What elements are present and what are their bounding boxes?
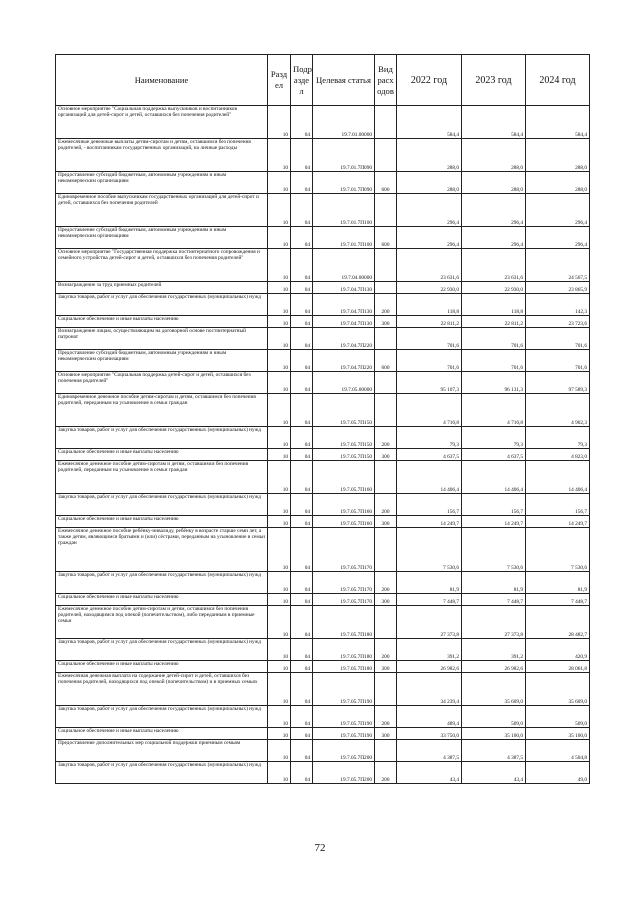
cell-2023: 43,4 bbox=[462, 762, 526, 784]
cell-expense-type: 200 bbox=[375, 494, 397, 516]
cell-2022: 95 107,3 bbox=[397, 372, 462, 394]
cell-2024: 701,6 bbox=[526, 328, 590, 350]
cell-2024: 23 865,9 bbox=[526, 282, 590, 294]
cell-expense-type: 300 bbox=[375, 594, 397, 606]
cell-podrazdel: 04 bbox=[291, 728, 313, 740]
cell-razdel: 10 bbox=[268, 762, 291, 784]
cell-2024: 7 530,6 bbox=[526, 528, 590, 572]
cell-name: Основное мероприятие "Социальная поддержка детей-сирот и детей, оставшихся без попечения родителей" bbox=[56, 372, 268, 394]
cell-2022: 26 982,6 bbox=[397, 661, 462, 673]
cell-expense-type bbox=[375, 394, 397, 427]
cell-2022: 7 448,7 bbox=[397, 594, 462, 606]
cell-podrazdel: 04 bbox=[291, 594, 313, 606]
cell-name: Основное мероприятие "Социальная поддержка выпускников и воспитанников организаций для детей-сирот и детей, оставшихся без попечения родителей" bbox=[56, 106, 268, 139]
cell-2022: 4 637,5 bbox=[397, 449, 462, 461]
cell-2023: 701,6 bbox=[462, 350, 526, 372]
cell-razdel: 10 bbox=[268, 594, 291, 606]
cell-2024: 79,3 bbox=[526, 427, 590, 449]
cell-name: Закупка товаров, работ и услуг для обеспечения государственных (муниципальных) нужд bbox=[56, 706, 268, 728]
cell-expense-type bbox=[375, 328, 397, 350]
cell-2022: 701,6 bbox=[397, 350, 462, 372]
cell-2024: 142,3 bbox=[526, 294, 590, 316]
cell-razdel: 10 bbox=[268, 427, 291, 449]
cell-2024: 28 482,7 bbox=[526, 606, 590, 639]
cell-expense-type bbox=[375, 139, 397, 172]
cell-2022: 33 750,0 bbox=[397, 728, 462, 740]
cell-2023: 509,0 bbox=[462, 706, 526, 728]
cell-target-article: 19.7.05.7П150 bbox=[313, 427, 375, 449]
col-header-expense-type: Вид расх одов bbox=[375, 55, 397, 106]
cell-2022: 156,7 bbox=[397, 494, 462, 516]
cell-target-article: 19.7.04.7П130 bbox=[313, 294, 375, 316]
cell-2022: 14 406,4 bbox=[397, 461, 462, 494]
cell-razdel: 10 bbox=[268, 673, 291, 706]
cell-podrazdel: 04 bbox=[291, 606, 313, 639]
cell-expense-type bbox=[375, 606, 397, 639]
cell-2022: 7 530,6 bbox=[397, 528, 462, 572]
table-row bbox=[56, 394, 590, 427]
table-row bbox=[56, 372, 590, 394]
cell-2023: 4 387,5 bbox=[462, 740, 526, 762]
cell-2022: 22 811,2 bbox=[397, 316, 462, 328]
cell-razdel: 10 bbox=[268, 316, 291, 328]
cell-2024: 288,0 bbox=[526, 172, 590, 194]
cell-expense-type bbox=[375, 106, 397, 139]
col-header-2023: 2023 год bbox=[462, 55, 526, 106]
cell-expense-type: 200 bbox=[375, 572, 397, 594]
cell-name: Ежемесячное денежное пособие детям-сиротам и детям, оставшимся без попечения родителей, переданным на усыновление в семьи граждан bbox=[56, 461, 268, 494]
cell-razdel: 10 bbox=[268, 528, 291, 572]
cell-podrazdel: 04 bbox=[291, 661, 313, 673]
table-row bbox=[56, 172, 590, 194]
cell-name: Закупка товаров, работ и услуг для обеспечения государственных (муниципальных) нужд bbox=[56, 494, 268, 516]
cell-expense-type: 600 bbox=[375, 350, 397, 372]
cell-podrazdel: 04 bbox=[291, 282, 313, 294]
cell-2024: 4 902,3 bbox=[526, 394, 590, 427]
table-row bbox=[56, 350, 590, 372]
cell-expense-type: 200 bbox=[375, 762, 397, 784]
cell-podrazdel: 04 bbox=[291, 350, 313, 372]
cell-2023: 79,3 bbox=[462, 427, 526, 449]
cell-razdel: 10 bbox=[268, 606, 291, 639]
cell-2022: 14 249,7 bbox=[397, 516, 462, 528]
cell-2022: 22 930,0 bbox=[397, 282, 462, 294]
table-row bbox=[56, 606, 590, 639]
cell-podrazdel: 04 bbox=[291, 494, 313, 516]
cell-name: Ежемесячная денежная выплата на содержание детей-сирот и детей, оставшихся без попечения родителей, находящихся под опекой (попечительством) и в приемных семьях bbox=[56, 673, 268, 706]
cell-podrazdel: 04 bbox=[291, 316, 313, 328]
table-row bbox=[56, 316, 590, 328]
cell-expense-type: 300 bbox=[375, 516, 397, 528]
cell-podrazdel: 04 bbox=[291, 639, 313, 661]
table-row bbox=[56, 494, 590, 516]
cell-2023: 27 373,8 bbox=[462, 606, 526, 639]
cell-razdel: 10 bbox=[268, 494, 291, 516]
cell-razdel: 10 bbox=[268, 139, 291, 172]
cell-name: Предоставление субсидий бюджетным, автономным учреждениям и иным некоммерческим организациям bbox=[56, 350, 268, 372]
cell-2023: 156,7 bbox=[462, 494, 526, 516]
cell-name: Закупка товаров, работ и услуг для обеспечения государственных (муниципальных) нужд bbox=[56, 427, 268, 449]
cell-2024: 97 589,3 bbox=[526, 372, 590, 394]
cell-expense-type: 200 bbox=[375, 294, 397, 316]
cell-name: Закупка товаров, работ и услуг для обеспечения государственных (муниципальных) нужд bbox=[56, 639, 268, 661]
cell-2024: 49,0 bbox=[526, 762, 590, 784]
table-row bbox=[56, 427, 590, 449]
budget-table bbox=[55, 54, 590, 784]
cell-podrazdel: 04 bbox=[291, 194, 313, 227]
cell-2022: 79,3 bbox=[397, 427, 462, 449]
cell-expense-type: 600 bbox=[375, 172, 397, 194]
cell-2023: 81,9 bbox=[462, 572, 526, 594]
cell-expense-type bbox=[375, 528, 397, 572]
cell-target-article: 19.7.04.7П220 bbox=[313, 328, 375, 350]
cell-razdel: 10 bbox=[268, 227, 291, 249]
cell-name: Социальное обеспечение и иные выплаты населению bbox=[56, 516, 268, 528]
cell-target-article: 19.7.01.7П090 bbox=[313, 139, 375, 172]
table-row bbox=[56, 449, 590, 461]
cell-expense-type bbox=[375, 673, 397, 706]
cell-2023: 96 131,3 bbox=[462, 372, 526, 394]
cell-2024: 14 249,7 bbox=[526, 516, 590, 528]
cell-name: Вознаграждение за труд приемных родителей bbox=[56, 282, 268, 294]
cell-name: Ежемесячное денежное пособие детям-сиротам и детям, оставшимся без попечения родителей, находящимся под опекой (попечительством), либо переданным в приемные семьи bbox=[56, 606, 268, 639]
cell-2023: 701,6 bbox=[462, 328, 526, 350]
cell-2023: 26 982,6 bbox=[462, 661, 526, 673]
col-header-target-article: Целевая статья bbox=[313, 55, 375, 106]
cell-2022: 81,9 bbox=[397, 572, 462, 594]
cell-podrazdel: 04 bbox=[291, 673, 313, 706]
cell-razdel: 10 bbox=[268, 706, 291, 728]
cell-podrazdel: 04 bbox=[291, 461, 313, 494]
cell-expense-type: 300 bbox=[375, 661, 397, 673]
table-row bbox=[56, 639, 590, 661]
cell-expense-type bbox=[375, 740, 397, 762]
cell-podrazdel: 04 bbox=[291, 294, 313, 316]
cell-razdel: 10 bbox=[268, 194, 291, 227]
cell-expense-type: 600 bbox=[375, 227, 397, 249]
cell-target-article: 19.7.05.7П170 bbox=[313, 572, 375, 594]
table-row bbox=[56, 294, 590, 316]
table-row bbox=[56, 594, 590, 606]
cell-2024: 296,4 bbox=[526, 227, 590, 249]
cell-target-article: 19.7.01.7П090 bbox=[313, 172, 375, 194]
cell-podrazdel: 04 bbox=[291, 516, 313, 528]
cell-2024: 35 609,0 bbox=[526, 673, 590, 706]
cell-target-article: 19.7.05.7П170 bbox=[313, 594, 375, 606]
cell-expense-type bbox=[375, 372, 397, 394]
table-row bbox=[56, 139, 590, 172]
cell-expense-type: 300 bbox=[375, 449, 397, 461]
col-header-podrazdel: Подр азде л bbox=[291, 55, 313, 106]
table-row bbox=[56, 461, 590, 494]
cell-name: Закупка товаров, работ и услуг для обеспечения государственных (муниципальных) нужд bbox=[56, 762, 268, 784]
page-number: 72 bbox=[314, 842, 326, 854]
cell-2022: 27 373,8 bbox=[397, 606, 462, 639]
table-header-row bbox=[56, 55, 590, 106]
cell-2022: 4 716,8 bbox=[397, 394, 462, 427]
cell-2024: 7 448,7 bbox=[526, 594, 590, 606]
cell-podrazdel: 04 bbox=[291, 106, 313, 139]
cell-2024: 4 823,0 bbox=[526, 449, 590, 461]
cell-2024: 4 504,8 bbox=[526, 740, 590, 762]
cell-2022: 296,4 bbox=[397, 227, 462, 249]
cell-2023: 296,4 bbox=[462, 227, 526, 249]
cell-podrazdel: 04 bbox=[291, 706, 313, 728]
cell-razdel: 10 bbox=[268, 294, 291, 316]
cell-2024: 420,9 bbox=[526, 639, 590, 661]
cell-2023: 14 249,7 bbox=[462, 516, 526, 528]
cell-razdel: 10 bbox=[268, 328, 291, 350]
cell-2024: 14 406,4 bbox=[526, 461, 590, 494]
cell-2023: 118,8 bbox=[462, 294, 526, 316]
table-row bbox=[56, 572, 590, 594]
cell-razdel: 10 bbox=[268, 639, 291, 661]
cell-razdel: 10 bbox=[268, 172, 291, 194]
cell-razdel: 10 bbox=[268, 516, 291, 528]
table-row bbox=[56, 740, 590, 762]
cell-2024: 81,9 bbox=[526, 572, 590, 594]
cell-2022: 23 631,6 bbox=[397, 249, 462, 282]
cell-2023: 7 530,6 bbox=[462, 528, 526, 572]
cell-expense-type bbox=[375, 461, 397, 494]
cell-target-article: 19.7.05.7П150 bbox=[313, 449, 375, 461]
cell-podrazdel: 04 bbox=[291, 172, 313, 194]
cell-podrazdel: 04 bbox=[291, 740, 313, 762]
table-row bbox=[56, 249, 590, 282]
cell-podrazdel: 04 bbox=[291, 328, 313, 350]
cell-2024: 296,4 bbox=[526, 194, 590, 227]
cell-2023: 288,0 bbox=[462, 172, 526, 194]
table-row bbox=[56, 194, 590, 227]
cell-2024: 156,7 bbox=[526, 494, 590, 516]
table-row bbox=[56, 516, 590, 528]
table-row bbox=[56, 673, 590, 706]
cell-podrazdel: 04 bbox=[291, 394, 313, 427]
cell-2022: 489,4 bbox=[397, 706, 462, 728]
cell-expense-type: 200 bbox=[375, 639, 397, 661]
cell-target-article: 19.7.04.7П130 bbox=[313, 282, 375, 294]
cell-target-article: 19.7.04.00000 bbox=[313, 249, 375, 282]
cell-expense-type: 300 bbox=[375, 728, 397, 740]
cell-target-article: 19.7.05.7П190 bbox=[313, 673, 375, 706]
cell-2024: 28 061,8 bbox=[526, 661, 590, 673]
cell-target-article: 19.7.01.00000 bbox=[313, 106, 375, 139]
col-header-name: Наименование bbox=[56, 55, 268, 106]
cell-2023: 4 716,8 bbox=[462, 394, 526, 427]
cell-razdel: 10 bbox=[268, 106, 291, 139]
cell-2022: 34 239,4 bbox=[397, 673, 462, 706]
cell-target-article: 19.7.05.00000 bbox=[313, 372, 375, 394]
table-row bbox=[56, 661, 590, 673]
cell-razdel: 10 bbox=[268, 249, 291, 282]
cell-razdel: 10 bbox=[268, 572, 291, 594]
cell-target-article: 19.7.04.7П130 bbox=[313, 316, 375, 328]
cell-2023: 23 631,6 bbox=[462, 249, 526, 282]
cell-2023: 584,4 bbox=[462, 106, 526, 139]
cell-podrazdel: 04 bbox=[291, 528, 313, 572]
table-row bbox=[56, 282, 590, 294]
cell-podrazdel: 04 bbox=[291, 249, 313, 282]
cell-2022: 584,4 bbox=[397, 106, 462, 139]
cell-2022: 43,4 bbox=[397, 762, 462, 784]
cell-name: Вознаграждение лицам, осуществляющим на договорной основе постинтернатный патронат bbox=[56, 328, 268, 350]
cell-2022: 4 387,5 bbox=[397, 740, 462, 762]
cell-target-article: 19.7.05.7П190 bbox=[313, 706, 375, 728]
cell-expense-type bbox=[375, 282, 397, 294]
cell-2024: 288,0 bbox=[526, 139, 590, 172]
cell-razdel: 10 bbox=[268, 461, 291, 494]
cell-expense-type bbox=[375, 249, 397, 282]
table-body bbox=[56, 106, 590, 784]
cell-2023: 288,0 bbox=[462, 139, 526, 172]
cell-name: Единовременное денежное пособие детям-сиротам и детям, оставшимся без попечения родителей, переданным на усыновление в семьи граждан bbox=[56, 394, 268, 427]
cell-2024: 24 567,5 bbox=[526, 249, 590, 282]
table-row bbox=[56, 528, 590, 572]
cell-target-article: 19.7.05.7П200 bbox=[313, 740, 375, 762]
cell-expense-type: 200 bbox=[375, 706, 397, 728]
cell-target-article: 19.7.05.7П160 bbox=[313, 461, 375, 494]
cell-razdel: 10 bbox=[268, 728, 291, 740]
col-header-2022: 2022 год bbox=[397, 55, 462, 106]
cell-2024: 701,6 bbox=[526, 350, 590, 372]
cell-2022: 391,2 bbox=[397, 639, 462, 661]
cell-expense-type: 300 bbox=[375, 316, 397, 328]
cell-2023: 35 609,0 bbox=[462, 673, 526, 706]
cell-target-article: 19.7.05.7П160 bbox=[313, 516, 375, 528]
cell-podrazdel: 04 bbox=[291, 449, 313, 461]
cell-name: Ежемесячные денежные выплаты детям-сиротам и детям, оставшимся без попечения родителей, - воспитанникам государственных организаций, на личные расходы bbox=[56, 139, 268, 172]
cell-target-article: 19.7.05.7П150 bbox=[313, 394, 375, 427]
cell-expense-type bbox=[375, 194, 397, 227]
table-row bbox=[56, 227, 590, 249]
cell-2023: 22 811,2 bbox=[462, 316, 526, 328]
cell-target-article: 19.7.05.7П180 bbox=[313, 661, 375, 673]
cell-podrazdel: 04 bbox=[291, 427, 313, 449]
cell-target-article: 19.7.04.7П220 bbox=[313, 350, 375, 372]
cell-podrazdel: 04 bbox=[291, 372, 313, 394]
cell-name: Предоставление дополнительных мер социальной поддержки приемным семьям bbox=[56, 740, 268, 762]
cell-razdel: 10 bbox=[268, 449, 291, 461]
col-header-2024: 2024 год bbox=[526, 55, 590, 106]
cell-2023: 22 930,0 bbox=[462, 282, 526, 294]
cell-expense-type: 200 bbox=[375, 427, 397, 449]
table-row bbox=[56, 762, 590, 784]
cell-name: Ежемесячное денежное пособие ребёнку-инвалиду, ребёнку в возрасте старше семи лет, а также детям, являющимся братьями и (или) сёстрами, переданным на усыновление в семьи граждан bbox=[56, 528, 268, 572]
cell-podrazdel: 04 bbox=[291, 762, 313, 784]
col-header-razdel: Разд ел bbox=[268, 55, 291, 106]
cell-razdel: 10 bbox=[268, 350, 291, 372]
cell-2023: 4 637,5 bbox=[462, 449, 526, 461]
cell-name: Закупка товаров, работ и услуг для обеспечения государственных (муниципальных) нужд bbox=[56, 572, 268, 594]
cell-name: Социальное обеспечение и иные выплаты населению bbox=[56, 449, 268, 461]
cell-razdel: 10 bbox=[268, 740, 291, 762]
table-row bbox=[56, 328, 590, 350]
cell-2023: 14 406,4 bbox=[462, 461, 526, 494]
cell-target-article: 19.7.05.7П190 bbox=[313, 728, 375, 740]
cell-2023: 7 448,7 bbox=[462, 594, 526, 606]
cell-2023: 391,2 bbox=[462, 639, 526, 661]
cell-2024: 23 723,6 bbox=[526, 316, 590, 328]
cell-target-article: 19.7.05.7П170 bbox=[313, 528, 375, 572]
cell-2023: 296,4 bbox=[462, 194, 526, 227]
cell-name: Основное мероприятие "Государственная поддержка постинтернатного сопровождения и семейного устройства детей-сирот и детей, оставшихся без попечения родителей" bbox=[56, 249, 268, 282]
cell-2024: 35 100,0 bbox=[526, 728, 590, 740]
cell-podrazdel: 04 bbox=[291, 139, 313, 172]
cell-target-article: 19.7.05.7П200 bbox=[313, 762, 375, 784]
cell-2022: 288,0 bbox=[397, 139, 462, 172]
cell-target-article: 19.7.05.7П180 bbox=[313, 639, 375, 661]
cell-podrazdel: 04 bbox=[291, 572, 313, 594]
cell-2022: 296,4 bbox=[397, 194, 462, 227]
cell-2022: 288,0 bbox=[397, 172, 462, 194]
cell-target-article: 19.7.01.7П100 bbox=[313, 194, 375, 227]
cell-2022: 701,6 bbox=[397, 328, 462, 350]
cell-2024: 584,4 bbox=[526, 106, 590, 139]
table-row bbox=[56, 106, 590, 139]
cell-target-article: 19.7.01.7П100 bbox=[313, 227, 375, 249]
cell-razdel: 10 bbox=[268, 282, 291, 294]
cell-target-article: 19.7.05.7П180 bbox=[313, 606, 375, 639]
cell-name: Закупка товаров, работ и услуг для обеспечения государственных (муниципальных) нужд bbox=[56, 294, 268, 316]
cell-name: Социальное обеспечение и иные выплаты населению bbox=[56, 728, 268, 740]
cell-2023: 35 100,0 bbox=[462, 728, 526, 740]
cell-target-article: 19.7.05.7П160 bbox=[313, 494, 375, 516]
cell-name: Единовременное пособие выпускникам государственных организаций для детей-сирот и детей, оставшихся без попечения родителей bbox=[56, 194, 268, 227]
cell-2022: 118,8 bbox=[397, 294, 462, 316]
cell-name: Социальное обеспечение и иные выплаты населению bbox=[56, 316, 268, 328]
cell-razdel: 10 bbox=[268, 372, 291, 394]
cell-name: Предоставление субсидий бюджетным, автономным учреждениям и иным некоммерческим организациям bbox=[56, 227, 268, 249]
table-row bbox=[56, 728, 590, 740]
cell-name: Предоставление субсидий бюджетным, автономным учреждениям и иным некоммерческим организациям bbox=[56, 172, 268, 194]
cell-razdel: 10 bbox=[268, 394, 291, 427]
table-row bbox=[56, 706, 590, 728]
cell-podrazdel: 04 bbox=[291, 227, 313, 249]
cell-2024: 509,0 bbox=[526, 706, 590, 728]
cell-name: Социальное обеспечение и иные выплаты населению bbox=[56, 594, 268, 606]
cell-razdel: 10 bbox=[268, 661, 291, 673]
cell-name: Социальное обеспечение и иные выплаты населению bbox=[56, 661, 268, 673]
